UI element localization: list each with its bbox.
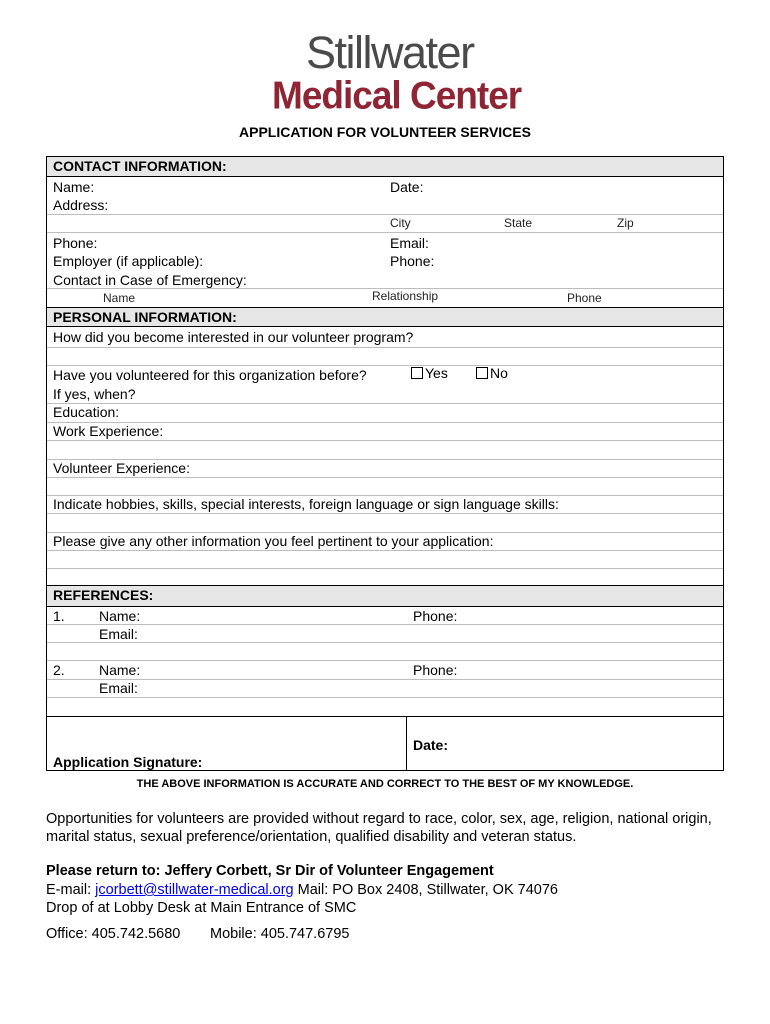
yes-checkbox[interactable]	[411, 367, 423, 379]
emergency-relationship-label: Relationship	[372, 289, 439, 303]
interested-question: How did you become interested in our volunteer program?	[53, 329, 414, 345]
opportunities-statement: Opportunities for volunteers are provided without regard to race, color, sex, age, religion, national origin, marital status, sexual preference/orientation, qualified disability and veteran status.	[46, 811, 712, 845]
ref1-name-label: Name:	[99, 608, 141, 624]
contact-email-label: Email:	[390, 235, 429, 251]
contact-phone-label: Phone:	[53, 235, 98, 251]
contact-name-label: Name:	[53, 179, 95, 195]
logo-stillwater: Stillwater	[306, 27, 474, 78]
volunteer-experience-label: Volunteer Experience:	[53, 460, 190, 476]
mobile-phone: Mobile: 405.747.6795	[210, 926, 350, 942]
page-title: APPLICATION FOR VOLUNTEER SERVICES	[239, 124, 531, 140]
ref2-phone-label: Phone:	[413, 662, 458, 678]
ref1-phone-label: Phone:	[413, 608, 458, 624]
ref1-number: 1.	[53, 608, 65, 624]
no-checkbox[interactable]	[476, 367, 488, 379]
education-label: Education:	[53, 404, 120, 420]
volunteered-question: Have you volunteered for this organization before?	[53, 367, 367, 383]
ref1-email-label: Email:	[99, 626, 138, 642]
work-experience-label: Work Experience:	[53, 423, 164, 439]
yes-option[interactable]: Yes	[411, 365, 448, 382]
hobbies-question: Indicate hobbies, skills, special interests, foreign language or sign language skills:	[53, 496, 559, 512]
office-phone: Office: 405.742.5680	[46, 926, 181, 942]
logo-medical-center: Medical Center	[272, 73, 522, 118]
no-option[interactable]: No	[476, 365, 508, 382]
references-section-header: REFERENCES:	[47, 585, 723, 607]
application-signature-label: Application Signature:	[53, 754, 203, 770]
drop-off-instructions: Drop of at Lobby Desk at Main Entrance of SMC	[46, 900, 357, 916]
contact-section-header: CONTACT INFORMATION:	[47, 157, 723, 177]
other-info-question: Please give any other information you feel pertinent to your application:	[53, 533, 494, 549]
contact-date-label: Date:	[390, 179, 424, 195]
signature-date-label: Date:	[413, 737, 449, 753]
ref2-number: 2.	[53, 662, 65, 678]
personal-section-header: PERSONAL INFORMATION:	[47, 307, 723, 327]
ref2-name-label: Name:	[99, 662, 141, 678]
application-form	[46, 156, 724, 771]
address-city-label: City	[390, 216, 411, 230]
emergency-name-label: Name	[103, 291, 136, 305]
employer-phone-label: Phone:	[390, 253, 435, 269]
when-label: If yes, when?	[53, 386, 136, 402]
email-link[interactable]: jcorbett@stillwater-medical.org	[95, 882, 294, 898]
address-zip-label: Zip	[617, 216, 634, 230]
certification-statement: THE ABOVE INFORMATION IS ACCURATE AND CORRECT TO THE BEST OF MY KNOWLEDGE.	[136, 778, 634, 790]
contact-address-label: Address:	[53, 197, 109, 213]
address-state-label: State	[504, 216, 533, 230]
return-email-line: E-mail: jcorbett@stillwater-medical.org Mail: PO Box 2408, Stillwater, OK 74076	[46, 882, 558, 898]
emergency-phone-label: Phone	[567, 291, 602, 305]
employer-label: Employer (if applicable):	[53, 253, 204, 269]
ref2-email-label: Email:	[99, 680, 138, 696]
return-to-heading: Please return to: Jeffery Corbett, Sr Dir of Volunteer Engagement	[46, 863, 494, 879]
emergency-contact-label: Contact in Case of Emergency:	[53, 272, 247, 288]
